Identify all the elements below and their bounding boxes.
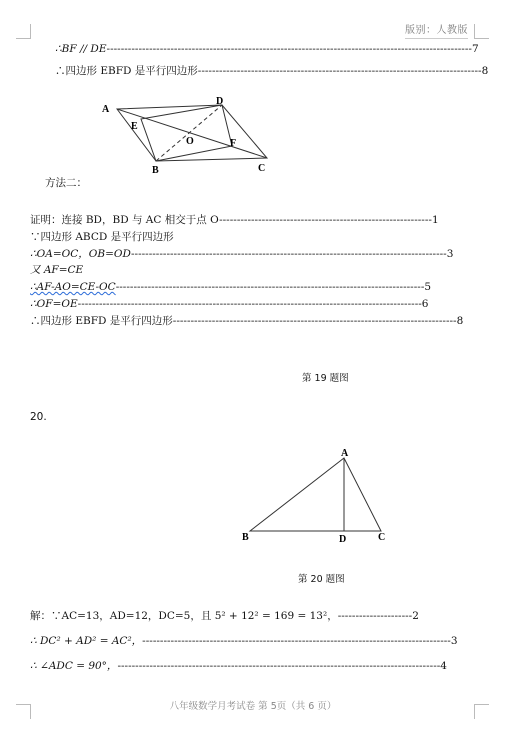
label-f: F — [230, 138, 237, 149]
label-a: A — [102, 104, 110, 115]
solution-line — [30, 659, 447, 673]
method2-line — [30, 263, 83, 277]
parallelogram-ebfd — [141, 105, 232, 161]
method2-text: 证明：连接 BD，BD 与 AC 相交于点 O — [30, 214, 220, 226]
method2-line — [30, 230, 174, 244]
proof-dashes: -------------------------------------------------------------------------------------------------------7 — [106, 43, 479, 55]
solution-dashes: -------------------------------------------------------------------------------------------4 — [117, 660, 447, 672]
proof-line — [55, 64, 488, 78]
label-o: O — [186, 136, 194, 147]
method2-line — [30, 297, 428, 311]
figure-20-caption: 第 20 题图 — [298, 574, 345, 585]
method2-text: ∴OF=OE — [30, 298, 78, 310]
method2-line — [30, 213, 439, 227]
label-a: A — [341, 448, 349, 459]
figure-19-caption: 第 19 题图 — [302, 373, 349, 384]
solution-text: ∴ DC² + AD² = AC²， — [30, 635, 143, 647]
label-e: E — [131, 121, 138, 132]
method2-dashes: --------------------------------------------------------------------------------8 — [172, 315, 464, 327]
triangle-abc — [250, 458, 381, 531]
method2-line — [30, 280, 431, 294]
method2-dashes: ---------------------------------------------------------------------------------------5 — [115, 281, 432, 293]
page-footer: 八年级数学月考试卷 第 5页（共 6 页） — [169, 701, 337, 712]
method-2-title: 方法二： — [45, 177, 87, 189]
method2-text: ∴AF-AO=CE-OC — [30, 281, 116, 293]
method2-text: ∴四边形 EBFD 是平行四边形 — [30, 315, 173, 327]
question-20-number: 20. — [30, 411, 47, 423]
method2-text: 又 AF=CE — [30, 264, 84, 276]
proof-text: ∴BF // DE — [55, 43, 107, 55]
label-b: B — [242, 532, 249, 543]
solution-dashes: ---------------------------------------------------------------------------------------3 — [142, 635, 458, 647]
figure-20-triangle — [238, 444, 398, 546]
proof-text: ∴四边形 EBFD 是平行四边形 — [55, 65, 198, 77]
proof-line — [55, 42, 479, 56]
edition-header: 版别：人教版 — [405, 21, 468, 39]
method2-line — [30, 247, 453, 261]
diagonal-bd-dashed — [156, 105, 222, 161]
label-c: C — [378, 532, 386, 543]
label-d: D — [339, 534, 347, 545]
method2-line — [30, 314, 463, 328]
diagonal-ac — [117, 109, 267, 158]
label-b: B — [152, 165, 159, 176]
label-c: C — [258, 163, 266, 174]
method2-text: ∴OA=OC，OB=OD — [30, 248, 131, 260]
method2-text: ∵四边形 ABCD 是平行四边形 — [30, 231, 174, 243]
solution-dashes: ---------------------2 — [337, 610, 419, 622]
method2-dashes: ------------------------------------------------------------1 — [219, 214, 439, 226]
proof-dashes: --------------------------------------------------------------------------------8 — [197, 65, 489, 77]
method2-dashes: -------------------------------------------------------------------------------------------------6 — [77, 298, 429, 310]
solution-line — [30, 634, 458, 648]
method2-dashes: -----------------------------------------------------------------------------------------3 — [130, 248, 454, 260]
solution-text: ∴ ∠ADC = 90°， — [30, 660, 118, 672]
crop-mark-top-left — [16, 24, 31, 39]
label-d: D — [216, 96, 224, 107]
solution-line — [30, 609, 419, 623]
figure-19-parallelogram — [95, 92, 280, 177]
crop-mark-top-right — [474, 24, 489, 39]
solution-text: 解：∵AC=13，AD=12，DC=5，且 5² + 12² = 169 = 13²， — [30, 610, 338, 622]
